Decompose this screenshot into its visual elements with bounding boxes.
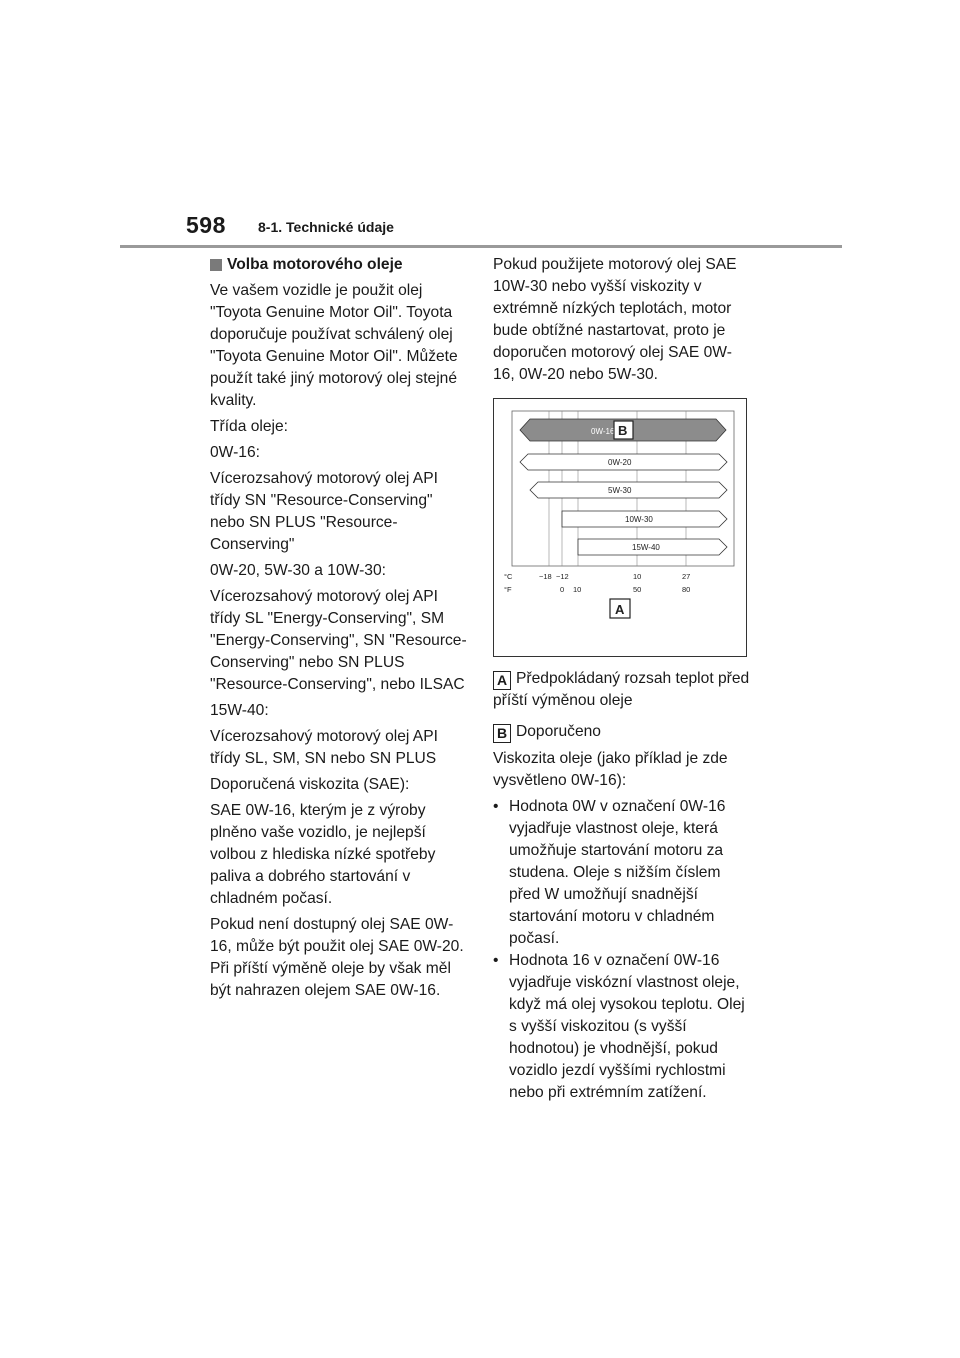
- legend-text-b: Doporučeno: [516, 723, 601, 740]
- paragraph: Vícerozsahový motorový olej API třídy SN "Resource-Conserving" nebo SN PLUS "Resource-Conserving": [210, 470, 438, 553]
- page-number: 598: [186, 212, 226, 238]
- legend-badge-a: A: [493, 671, 511, 690]
- tick-c: −18: [539, 572, 552, 581]
- legend-item-b: [493, 721, 753, 743]
- badge-a-label: A: [615, 602, 625, 617]
- bullet-item: [493, 950, 753, 1104]
- oil-chart-svg: [494, 399, 746, 656]
- paragraph: Ve vašem vozidle je použit olej "Toyota Genuine Motor Oil". Toyota doporučuje používat schválený olej "Toyota Genuine Motor Oil". Můžete použít také jiný motorový olej stejné kvality.: [210, 282, 458, 409]
- tick-f: 50: [633, 585, 642, 594]
- tick-c: −12: [556, 572, 569, 581]
- square-bullet-icon: [210, 259, 222, 271]
- header-divider: [120, 245, 842, 248]
- tick-f: 10: [573, 585, 582, 594]
- left-column: [210, 254, 468, 1006]
- legend-badge-b: B: [493, 724, 511, 743]
- bullet-icon: •: [493, 952, 499, 969]
- tick-f: 0: [560, 585, 565, 594]
- right-column-body: [493, 748, 753, 1104]
- section-title: 8-1. Technické údaje: [258, 219, 394, 235]
- section-heading: [210, 254, 468, 276]
- badge-b-label: B: [618, 423, 628, 438]
- paragraph: Doporučená viskozita (SAE):: [210, 776, 410, 793]
- oil-label-0w16: 0W-16: [591, 427, 615, 436]
- tick-c: 10: [633, 572, 642, 581]
- bullet-text: Hodnota 0W v označení 0W-16 vyjadřuje vlastnost oleje, která umožňuje startování motoru za studena. Oleje s nižším číslem před W umožňují snadnější startování motoru v chladném počasí.: [509, 798, 726, 947]
- oil-label-10w30: 10W-30: [625, 515, 653, 524]
- legend-text-a: Předpokládaný rozsah teplot před příští výměnou oleje: [493, 670, 750, 709]
- paragraph: 0W-20, 5W-30 a 10W-30:: [210, 562, 386, 579]
- oil-label-5w30: 5W-30: [608, 486, 632, 495]
- oil-label-15w40: 15W-40: [632, 543, 660, 552]
- oil-label-0w20: 0W-20: [608, 458, 632, 467]
- right-column-intro: [493, 254, 753, 390]
- heading-text: Volba motorového oleje: [227, 256, 403, 273]
- paragraph: Vícerozsahový motorový olej API třídy SL "Energy-Conserving", SM "Energy-Conserving", SN "Resource-Conserving" nebo SN PLUS "Resource-Conserving", nebo ILSAC: [210, 588, 467, 693]
- legend-item-a: [493, 668, 753, 712]
- tick-c: 27: [682, 572, 691, 581]
- intro-paragraph: Pokud použijete motorový olej SAE 10W-30 nebo vyšší viskozity v extrémně nízkých teplotách, motor bude obtížné nastartovat, proto je doporučen motorový olej SAE 0W-16, 0W-20 nebo 5W-30.: [493, 256, 737, 383]
- viscosity-paragraph: Viskozita oleje (jako příklad je zde vysvětleno 0W-16):: [493, 750, 728, 789]
- paragraph: SAE 0W-16, kterým je z výroby plněno vaše vozidlo, je nejlepší volbou z hlediska nízké spotřeby paliva a dobrého startování v chladném počasí.: [210, 802, 436, 907]
- paragraph: 15W-40:: [210, 702, 269, 719]
- bullet-icon: •: [493, 798, 499, 815]
- axis-unit-f: °F: [504, 585, 512, 594]
- paragraph: Pokud není dostupný olej SAE 0W-16, může být použit olej SAE 0W-20. Při příští výměně oleje by však měl být nahrazen olejem SAE 0W-16.: [210, 916, 464, 999]
- tick-f: 80: [682, 585, 691, 594]
- paragraph: Vícerozsahový motorový olej API třídy SL, SM, SN nebo SN PLUS: [210, 728, 438, 767]
- bullet-item: [493, 796, 753, 950]
- axis-unit-c: °C: [504, 572, 513, 581]
- paragraph: Třída oleje:: [210, 418, 289, 435]
- oil-viscosity-chart: [493, 398, 747, 657]
- bullet-text: Hodnota 16 v označení 0W-16 vyjadřuje viskózní vlastnost oleje, když má olej vysokou teplotu. Olej s vyšší viskozitou (s vyšší hodnotou) je vhodnější, pokud vozidlo jezdí vyššími rychlostmi nebo při extrémním zatížení.: [509, 952, 745, 1101]
- paragraph: 0W-16:: [210, 444, 260, 461]
